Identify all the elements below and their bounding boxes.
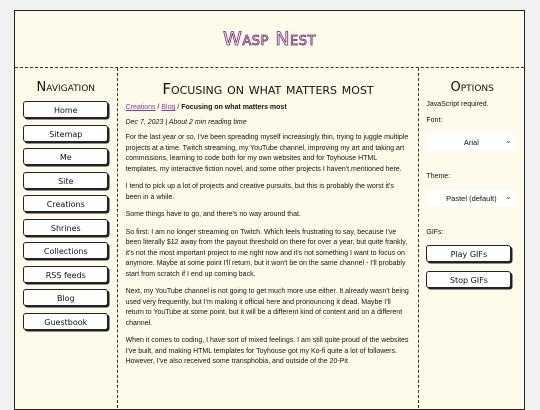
breadcrumb-separator: / xyxy=(175,104,182,111)
nav-item-collections[interactable]: Collections xyxy=(23,242,108,259)
article-paragraph: For the last year or so, I've been spreading myself increasingly thin, trying to juggle multiple projects at a time. Twitch streaming, my YouTube channel, improving my art and taking art commissions, learning to code both for my own websites and for Toyhouse HTML templates, my interactive fiction novel, and some other projects I haven't mentioned here. xyxy=(125,134,409,173)
page-title: Focusing on what matters most xyxy=(162,80,374,98)
nav-item-blog[interactable]: Blog xyxy=(23,289,108,306)
breadcrumb xyxy=(126,104,411,111)
stop-gifs-button[interactable]: Stop GIFs xyxy=(426,271,511,288)
breadcrumb-link-blog[interactable]: Blog xyxy=(161,104,176,111)
options-heading: Options xyxy=(450,80,494,95)
chevron-down-icon: ⌄ xyxy=(505,138,512,145)
post-meta: Dec 7, 2023 | About 2 min reading time xyxy=(125,119,247,126)
breadcrumb-link-creations[interactable]: Creations xyxy=(125,104,156,111)
breadcrumb-current: Focusing on what matters most xyxy=(181,104,287,111)
main-content xyxy=(118,68,420,408)
theme-select[interactable] xyxy=(426,189,516,207)
site-header xyxy=(15,11,524,68)
theme-label: Theme: xyxy=(426,173,451,180)
play-gifs-button[interactable]: Play GIFs xyxy=(426,245,511,262)
font-select-value: Arial xyxy=(463,137,479,147)
gifs-label: GIFs: xyxy=(426,229,444,236)
nav-item-home[interactable]: Home xyxy=(23,101,108,118)
navigation-heading: Navigation xyxy=(36,80,96,95)
article-paragraph: Some things have to go, and there's no way around that. xyxy=(125,211,301,218)
nav-item-site[interactable]: Site xyxy=(23,172,108,189)
javascript-note: JavaScript required. xyxy=(426,101,489,108)
theme-select-value: Pastel (default) xyxy=(446,193,497,203)
chevron-down-icon: ⌄ xyxy=(505,194,512,201)
options-sidebar xyxy=(419,68,524,408)
nav-item-guestbook[interactable]: Guestbook xyxy=(23,313,108,330)
article-paragraph: So first: I am no longer streaming on Twitch. Which feels frustrating to say, because I've been literally $12 away from the payout threshold on there for over a year, but quite frankly, it's not the most important project to me right now and it's not something I want to focus on anymore. Maybe at some point I'll return, but it won't be on the same channel - I'll probably start from scratch if I end up coming back. xyxy=(125,228,408,278)
font-label: Font: xyxy=(426,117,443,124)
nav-item-sitemap[interactable]: Sitemap xyxy=(23,125,108,142)
navigation-sidebar xyxy=(15,68,118,408)
article-paragraph: I tend to pick up a lot of projects and creative pursuits, but this is probably the worst it's been in a while. xyxy=(125,183,394,201)
nav-item-me[interactable]: Me xyxy=(23,148,108,165)
nav-item-rss-feeds[interactable]: RSS feeds xyxy=(23,266,108,283)
nav-item-shrines[interactable]: Shrines xyxy=(23,219,108,236)
site-title[interactable]: Wasp Nest xyxy=(223,28,316,50)
page-frame xyxy=(14,10,525,410)
article-paragraph: When it comes to coding, I have sort of mixed feelings. I am still quite proud of the websites I've built, and making HTML templates for Toyhouse got my Ko-fi quite a lot of followers. However, I've also received some transphobia, and outside of the 20-Pit xyxy=(125,337,409,365)
breadcrumb-separator: / xyxy=(155,104,162,111)
nav-item-creations[interactable]: Creations xyxy=(23,195,108,212)
font-select[interactable] xyxy=(426,133,516,151)
article-paragraph: Next, my YouTube channel is not going to get much more use either. It already wasn't being used very frequently, but I'm making it official here and pronouncing it dead. Maybe I'll return to YouTube at some point, but it will be a different kind of content and on a different channel. xyxy=(125,288,409,327)
